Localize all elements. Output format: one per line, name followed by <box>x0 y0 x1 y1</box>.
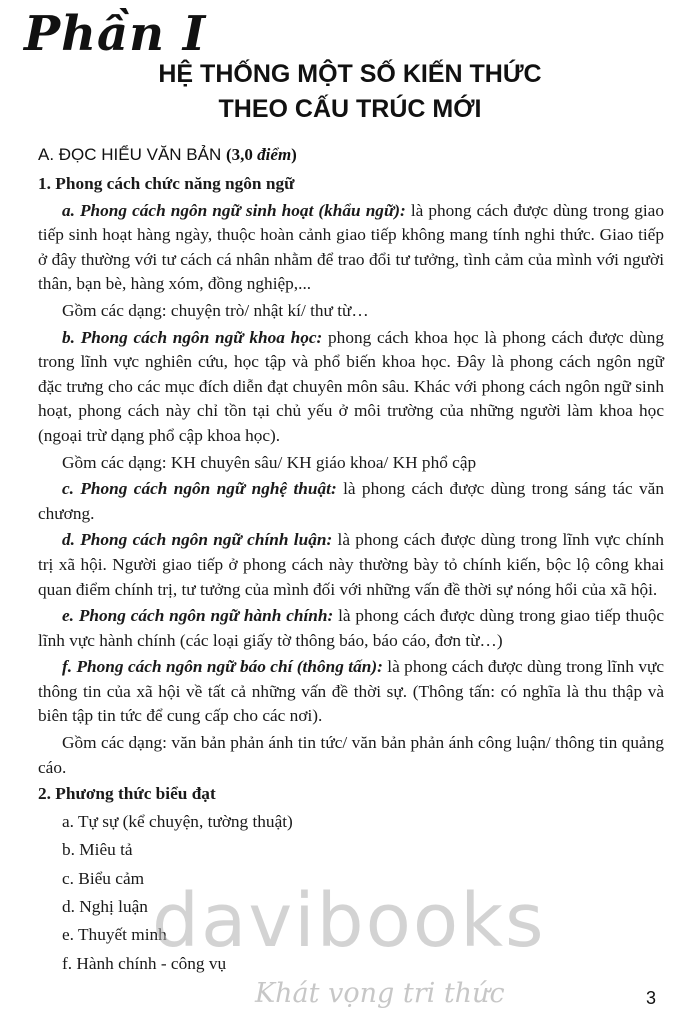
text-e: là phong cách được dùng trong giao tiếp thuộc lĩnh vực hành chính (các loại giấy tờ thông báo, báo cáo, đơn từ…) <box>38 606 664 650</box>
watermark-brand: davibooks <box>152 878 546 964</box>
section-a-title <box>38 145 297 165</box>
paragraph-f <box>38 655 664 729</box>
text-d: là phong cách được dùng trong lĩnh vực chính trị xã hội. Người giao tiếp ở phong cách này thường bày tỏ chính kiến, bộc lộ công khai quan điểm chính trị, tư tưởng của mình đối với những vấn đề thời sự nóng hổi của xã hội. <box>38 530 664 599</box>
forms-b: Gồm các dạng: KH chuyên sâu/ KH giáo khoa/ KH phổ cập <box>62 452 477 472</box>
forms-f: Gồm các dạng: văn bản phản ánh tin tức/ văn bản phản ánh công luận/ thông tin quảng cáo. <box>38 733 664 777</box>
watermark-slogan: Khát vọng tri thức <box>255 978 505 1009</box>
term-d: d. Phong cách ngôn ngữ chính luận: <box>62 530 333 550</box>
list-item: c. Biểu cảm <box>62 868 145 888</box>
term-f: f. Phong cách ngôn ngữ báo chí (thông tấn): <box>62 657 383 677</box>
section-a-points: (3,0 điểm) <box>226 145 297 164</box>
paragraph-e <box>38 604 664 653</box>
term-b: b. Phong cách ngôn ngữ khoa học: <box>62 327 323 347</box>
term-a: a. Phong cách ngôn ngữ sinh hoạt (khẩu ngữ): <box>62 200 406 220</box>
paragraph-d <box>38 528 664 602</box>
section-1-title: 1. Phong cách chức năng ngôn ngữ <box>38 174 295 193</box>
term-c: c. Phong cách ngôn ngữ nghệ thuật: <box>62 479 337 499</box>
list-item: d. Nghị luận <box>62 897 148 917</box>
page-number: 3 <box>646 988 657 1008</box>
section-a-label: A. ĐỌC HIỂU VĂN BẢN <box>38 145 222 164</box>
paragraph-a <box>38 199 664 297</box>
text-c: là phong cách được dùng trong sáng tác văn chương. <box>38 479 664 523</box>
list-item: b. Miêu tả <box>62 840 133 860</box>
section-2-title: 2. Phương thức biểu đạt <box>38 784 216 804</box>
text-a: là phong cách được dùng trong giao tiếp sinh hoạt hàng ngày, thuộc hoàn cảnh giao tiếp không mang tính nghi thức. Giao tiếp ở đây thường với tư cách cá nhân nhằm để trao đổi tư tưởng, tình cảm của mình với người thân, bạn bè, hàng xóm, đồng nghiệp,... <box>38 200 664 294</box>
page-content <box>38 172 664 979</box>
paragraph-b <box>38 326 664 449</box>
list-item: a. Tự sự (kể chuyện, tường thuật) <box>62 811 293 831</box>
term-e: e. Phong cách ngôn ngữ hành chính: <box>62 606 334 626</box>
chapter-heading-line-2: THEO CẤU TRÚC MỚI <box>218 95 482 123</box>
text-b: phong cách khoa học là phong cách được dùng trong lĩnh vực nghiên cứu, học tập và phổ biến khoa học. Đây là phong cách ngôn ngữ đặc trưng cho các mục đích diễn đạt chuyên môn sâu. Khác với phong cách ngôn ngữ sinh hoạt, phong cách này chỉ tồn tại chủ yếu ở môi trường của những người làm khoa học (ngoại trừ dạng phổ cập khoa học). <box>38 327 664 445</box>
paragraph-c <box>38 477 664 526</box>
forms-a: Gồm các dạng: chuyện trò/ nhật kí/ thư từ… <box>62 300 369 320</box>
list-item: e. Thuyết minh <box>62 925 167 945</box>
list-item: f. Hành chính - công vụ <box>62 953 227 973</box>
chapter-heading-line-1: HỆ THỐNG MỘT SỐ KIẾN THỨC <box>158 60 542 88</box>
text-f: là phong cách được dùng trong lĩnh vực thông tin của xã hội về tất cả những vấn đề thời sự. (Thông tấn: có nghĩa là thu thập và biên tập tin tức để cung cấp cho các nơi). <box>38 657 664 726</box>
part-title: Phần I <box>24 6 207 62</box>
